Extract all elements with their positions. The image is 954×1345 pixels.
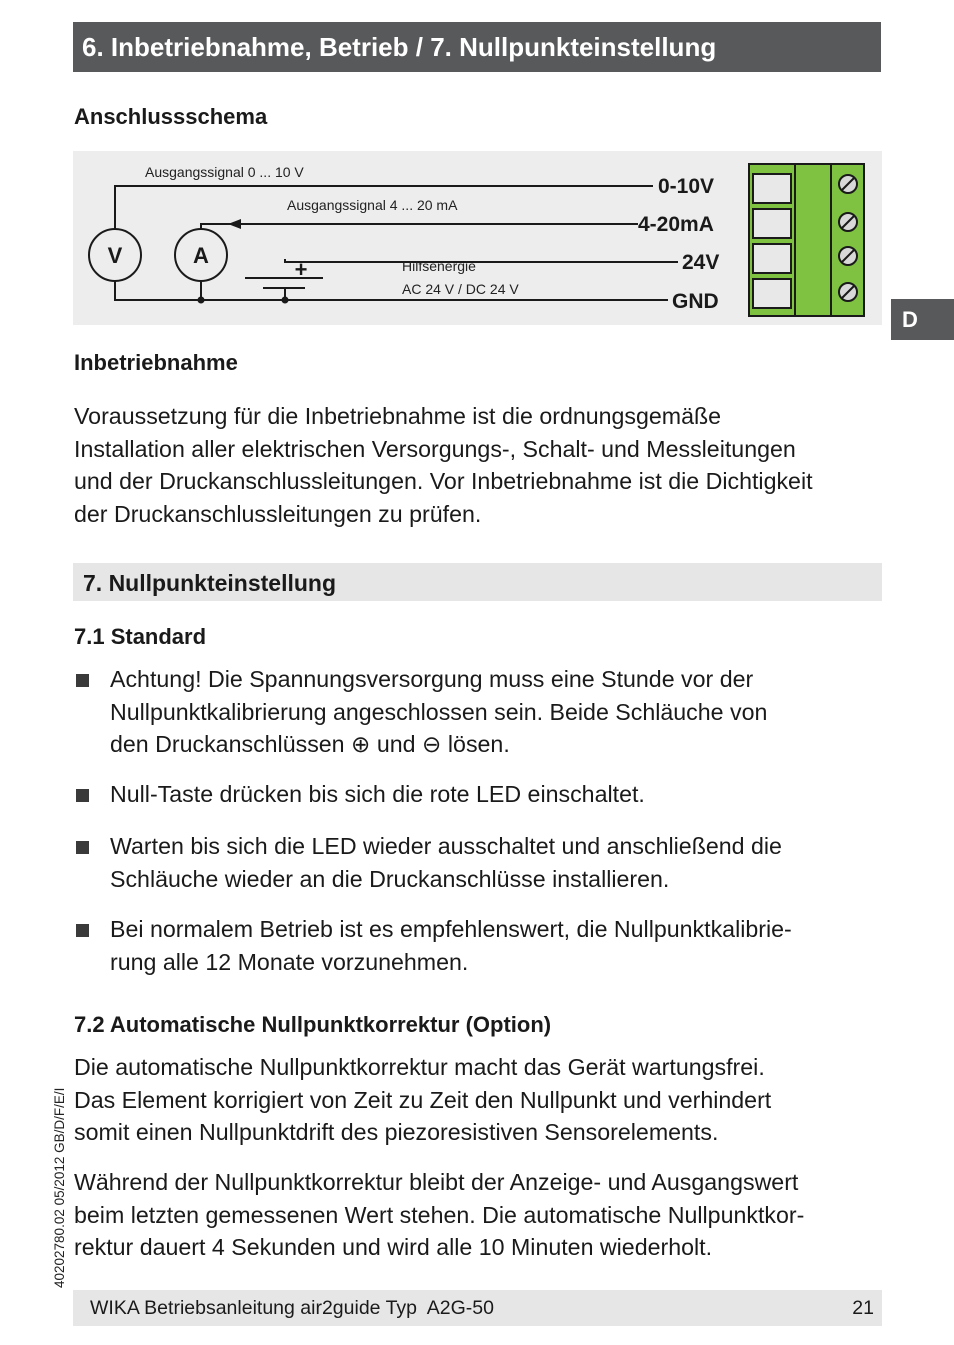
chapter-title: 6. Inbetriebnahme, Betrieb / 7. Nullpunkteinstellung xyxy=(82,32,717,62)
list-item-text: Achtung! Die Spannungsversorgung muss eine Stunde vor der Nullpunktkalibrierung angeschlossen sein. Beide Schläuche von den Druckanschlüssen ⊕ und ⊖ lösen. xyxy=(110,666,768,757)
list-item-text: Null-Taste drücken bis sich die rote LED einschaltet. xyxy=(110,781,645,807)
section-header xyxy=(73,563,882,601)
terminal-label-gnd: GND xyxy=(672,290,719,313)
auto-heading: 7.2 Automatische Nullpunktkorrektur (Option) xyxy=(74,1012,552,1037)
auto-text-2: Während der Nullpunktkorrektur bleibt der Anzeige- und Ausgangswert beim letzten gemessenen Wert stehen. Die automatische Nullpunktkor- rektur dauert 4 Sekunden und wird alle 10 Minuten wiederholt. xyxy=(74,1169,805,1260)
terminal-label-24v: 24V xyxy=(682,251,720,274)
auto-text-1: Die automatische Nullpunktkorrektur macht das Gerät wartungsfrei. Das Element korrigiert von Zeit zu Zeit den Nullpunkt und verhindert somit einen Nullpunktdrift des piezoresistiven Sensorelements. xyxy=(74,1054,772,1145)
footer-title: WIKA Betriebsanleitung air2guide Typ A2G-50 xyxy=(90,1297,494,1319)
inbetrieb-text: Voraussetzung für die Inbetriebnahme ist die ordnungsgemäße Installation aller elektrischen Versorgungs-, Schalt- und Messleitungen und der Druckanschlussleitungen. Vor Inbetriebnahme ist die Dichtigkeit der Druckanschlussleitungen zu prüfen. xyxy=(74,403,813,527)
list-item-text: Warten bis sich die LED wieder ausschaltet und anschließend die Schläuche wieder an die Druckanschlüsse installieren. xyxy=(110,833,782,892)
terminal-label-0-10: 0-10V xyxy=(658,175,715,198)
bullet-square-icon xyxy=(76,674,89,687)
language-tab-label: D xyxy=(902,307,918,332)
label-4-20: Ausgangssignal 4 ... 20 mA xyxy=(287,197,458,213)
battery-plus: + xyxy=(294,257,308,282)
inbetrieb-heading: Inbetriebnahme xyxy=(74,350,238,375)
page-number: 21 xyxy=(852,1297,874,1319)
terminal-label-4-20: 4-20mA xyxy=(638,213,714,236)
list-item-text: Bei normalem Betrieb ist es empfehlenswert, die Nullpunktkalibrie- rung alle 12 Monate vorzunehmen. xyxy=(110,916,792,975)
wiring-diagram xyxy=(73,151,882,325)
terminal-block xyxy=(749,164,864,316)
label-0-10: Ausgangssignal 0 ... 10 V xyxy=(145,164,304,180)
label-hilf-2: AC 24 V / DC 24 V xyxy=(402,281,519,297)
standard-heading: 7.1 Standard xyxy=(74,624,207,649)
section-title: 7. Nullpunkteinstellung xyxy=(83,570,337,596)
bullet-square-icon xyxy=(76,841,89,854)
bullet-square-icon xyxy=(76,789,89,802)
anschluss-heading: Anschlussschema xyxy=(74,104,268,129)
language-tab xyxy=(891,299,954,340)
page-footer xyxy=(73,1290,882,1326)
chapter-header xyxy=(73,22,881,72)
document-code: 40202780.02 05/2012 GB/D/F/E/I xyxy=(52,1087,67,1288)
ammeter-label: A xyxy=(193,243,209,268)
bullet-square-icon xyxy=(76,924,89,937)
voltmeter-label: V xyxy=(107,243,123,268)
label-hilf-1: Hilfsenergie xyxy=(402,258,476,274)
